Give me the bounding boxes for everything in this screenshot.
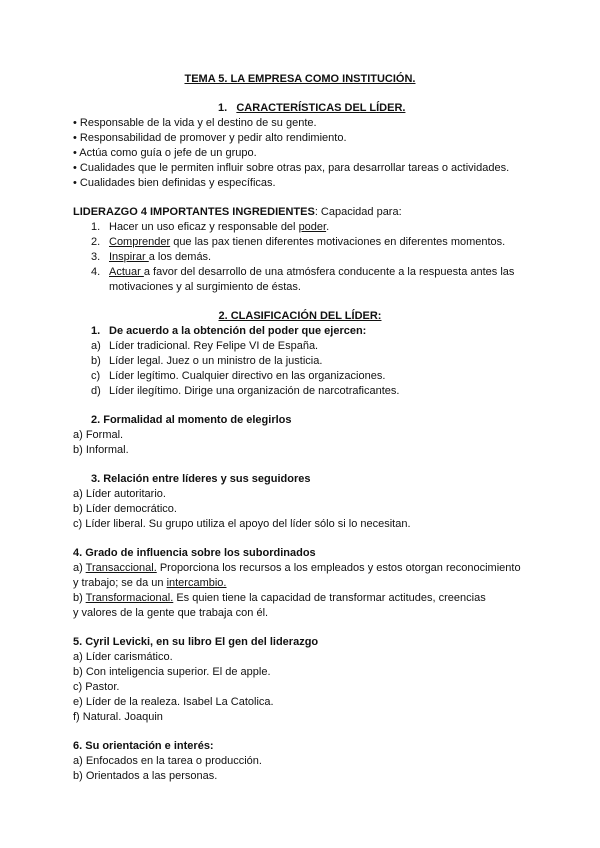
item-text: b) [73, 592, 86, 604]
item-text: Hacer un uso eficaz y responsable del [109, 221, 299, 233]
list-number: 4. [91, 266, 101, 278]
sub2-item: a) Formal. [73, 429, 124, 441]
section1-number: 1. [218, 102, 228, 114]
item-text: y trabajo; se da un [73, 577, 167, 589]
sub3-item: b) Líder democrático. [73, 503, 177, 515]
sub1-heading: De acuerdo a la obtención del poder que ejercen: [109, 325, 367, 337]
bullet-item: • Responsabilidad de promover y pedir alto rendimiento. [73, 132, 347, 144]
section2-heading: 2. CLASIFICACIÓN DEL LÍDER: [218, 310, 382, 322]
item-underlined: Transaccional. [85, 562, 157, 574]
liderazgo-item-continuation: motivaciones y al surgimiento de éstas. [109, 281, 301, 293]
sub5-heading: 5. Cyril Levicki, en su libro El gen del liderazgo [73, 636, 319, 648]
item-text: que las pax tienen diferentes motivaciones en diferentes momentos. [170, 236, 506, 248]
item-underlined: Actuar [109, 266, 144, 278]
item-text: a los demás. [148, 251, 212, 263]
sub5-item: e) Líder de la realeza. Isabel La Catolica. [73, 696, 274, 708]
sub3-item: c) Líder liberal. Su grupo utiliza el apoyo del líder sólo si lo necesitan. [73, 518, 411, 530]
sub6-heading: 6. Su orientación e interés: [73, 740, 214, 752]
sub1-item: Líder ilegítimo. Dirige una organización de narcotraficantes. [109, 385, 400, 397]
item-underlined: poder [298, 221, 327, 233]
sub5-item: b) Con inteligencia superior. El de apple. [73, 666, 271, 678]
sub1-item: Líder tradicional. Rey Felipe VI de España. [109, 340, 319, 352]
liderazgo-item [109, 220, 329, 234]
sub5-item: c) Pastor. [73, 681, 120, 693]
list-letter: d) [91, 385, 101, 397]
list-number: 3. [91, 251, 101, 263]
sub4-item-b-continuation: y valores de la gente que trabaja con él. [73, 607, 269, 619]
sub4-item-b [73, 591, 486, 605]
list-letter: c) [91, 370, 101, 382]
bullet-item: • Cualidades bien definidas y específicas. [73, 177, 276, 189]
sub4-heading: 4. Grado de influencia sobre los subordinados [73, 547, 316, 559]
item-text: . [326, 221, 330, 233]
item-text: Proporciona los recursos a los empleados y estos otorgan reconocimiento [156, 562, 521, 574]
list-number: 1. [91, 221, 101, 233]
sub2-heading: 2. Formalidad al momento de elegirlos [91, 414, 292, 426]
sub2-item: b) Informal. [73, 444, 129, 456]
item-underlined: Inspirar [109, 251, 149, 263]
liderazgo-heading-rest: : Capacidad para: [314, 206, 402, 218]
item-underlined: Comprender [109, 236, 171, 248]
sub5-item: a) Líder carismático. [73, 651, 173, 663]
liderazgo-item [109, 265, 514, 279]
section1-title: CARACTERÍSTICAS DEL LÍDER. [236, 102, 406, 114]
sub1-item: Líder legítimo. Cualquier directivo en las organizaciones. [109, 370, 386, 382]
sub1-number: 1. [91, 325, 101, 337]
item-text: a favor del desarrollo de una atmósfera conducente a la respuesta antes las [143, 266, 515, 278]
sub6-item: b) Orientados a las personas. [73, 770, 218, 782]
bullet-item: • Actúa como guía o jefe de un grupo. [73, 147, 257, 159]
item-text: Es quien tiene la capacidad de transformar actitudes, creencias [173, 592, 486, 604]
liderazgo-heading-bold: LIDERAZGO 4 IMPORTANTES INGREDIENTES [73, 206, 315, 218]
sub3-item: a) Líder autoritario. [73, 488, 166, 500]
item-text: a) [73, 562, 86, 574]
bullet-item: • Cualidades que le permiten influir sobre otras pax, para desarrollar tareas o actividades. [73, 162, 510, 174]
document-title: TEMA 5. LA EMPRESA COMO INSTITUCIÓN. [184, 73, 416, 85]
sub4-item-a-continuation [73, 576, 226, 590]
item-underlined: Transformacional. [85, 592, 174, 604]
bullet-item: • Responsable de la vida y el destino de su gente. [73, 117, 317, 129]
list-number: 2. [91, 236, 101, 248]
list-letter: a) [91, 340, 101, 352]
liderazgo-heading [73, 205, 402, 219]
sub5-item: f) Natural. Joaquin [73, 711, 163, 723]
section1-heading [218, 101, 405, 115]
list-letter: b) [91, 355, 101, 367]
sub6-item: a) Enfocados en la tarea o producción. [73, 755, 262, 767]
sub1-item: Líder legal. Juez o un ministro de la justicia. [109, 355, 323, 367]
liderazgo-item [109, 250, 211, 264]
item-underlined: intercambio. [166, 577, 227, 589]
sub4-item-a [73, 561, 521, 575]
liderazgo-item [109, 235, 505, 249]
sub3-heading: 3. Relación entre líderes y sus seguidores [91, 473, 311, 485]
